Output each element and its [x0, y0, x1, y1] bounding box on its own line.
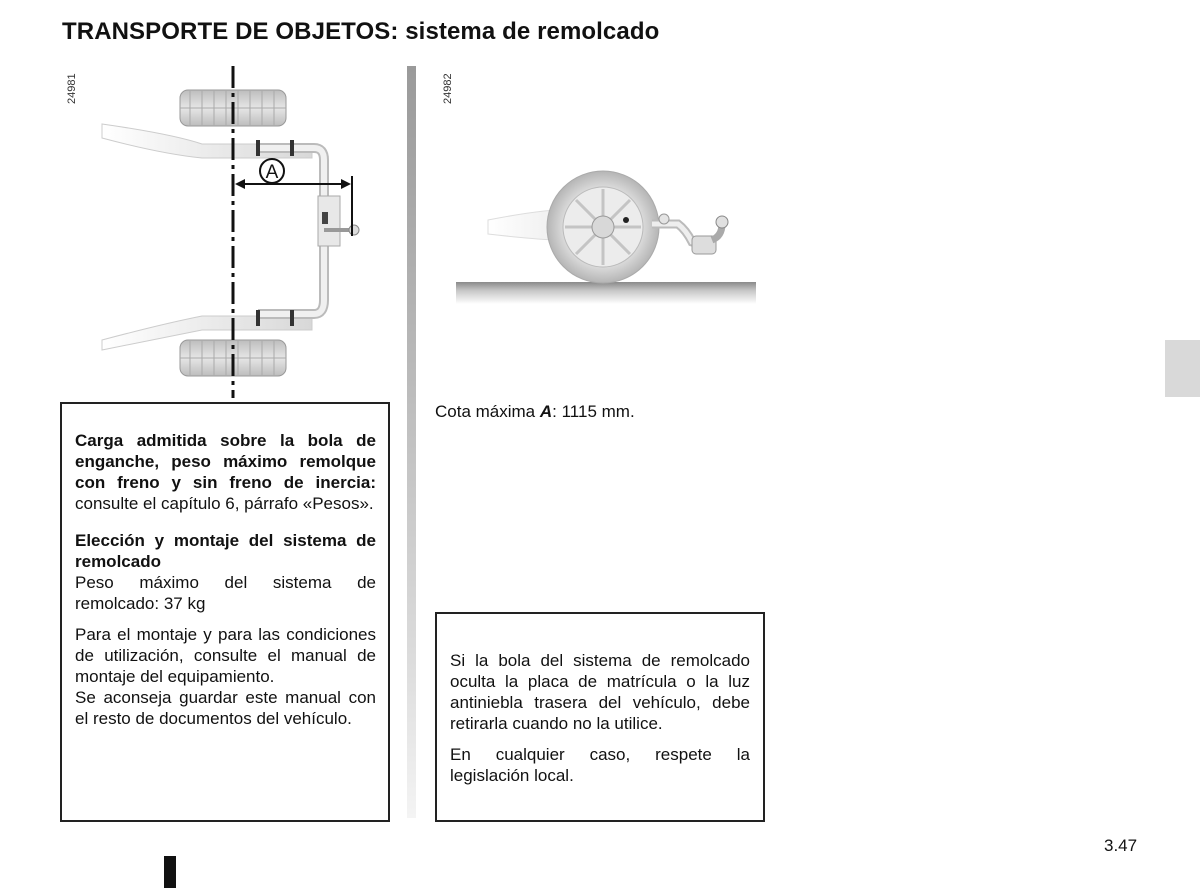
column-divider [407, 66, 416, 818]
dimension-label-a: A [265, 162, 279, 183]
manual-advice-text: Se aconseja guardar este manual con el resto de documentos del vehículo. [75, 688, 376, 728]
legislation-note-text: En cualquier caso, respete la legislación local. [450, 745, 750, 785]
towing-loads-heading: Carga admitida sobre la bola de enganche, peso máximo remolque con freno y sin freno de inercia: [75, 431, 376, 492]
towbar-side-view-figure [430, 64, 770, 334]
towbar-top-view-illustration [62, 64, 402, 398]
towbar-top-view-figure [62, 64, 402, 398]
towbar-side-view-illustration [430, 64, 770, 334]
towing-loads-text: consulte el capítulo 6, párrafo «Pesos». [75, 494, 374, 513]
page-number: 3.47 [1104, 836, 1138, 855]
page-title: TRANSPORTE DE OBJETOS: sistema de remolcado [62, 18, 660, 45]
figure-code: 24982 [442, 73, 454, 104]
mounting-instructions-text: Para el montaje y para las condiciones de utilización, consulte el manual de montaje del equipamiento. [75, 625, 376, 686]
towing-loads-paragraph [75, 430, 376, 514]
system-max-weight-text: Peso máximo del sistema de remolcado: 37 kg [75, 573, 376, 613]
dimension-symbol: A [539, 402, 553, 421]
page-edge-mark [164, 856, 176, 888]
max-dimension-note: Cota máxima A: 1115 mm. [435, 402, 635, 421]
removal-warning-text: Si la bola del sistema de remolcado oculta la placa de matrícula o la luz antiniebla trasera del vehículo, debe retirarla cuando no la utilice. [450, 651, 750, 733]
system-selection-heading: Elección y montaje del sistema de remolcado [75, 531, 376, 571]
info-box-removal-warning [435, 612, 765, 822]
section-tab-marker [1165, 340, 1200, 397]
info-box-towing-specs [60, 402, 390, 822]
figure-code: 24981 [66, 73, 78, 104]
